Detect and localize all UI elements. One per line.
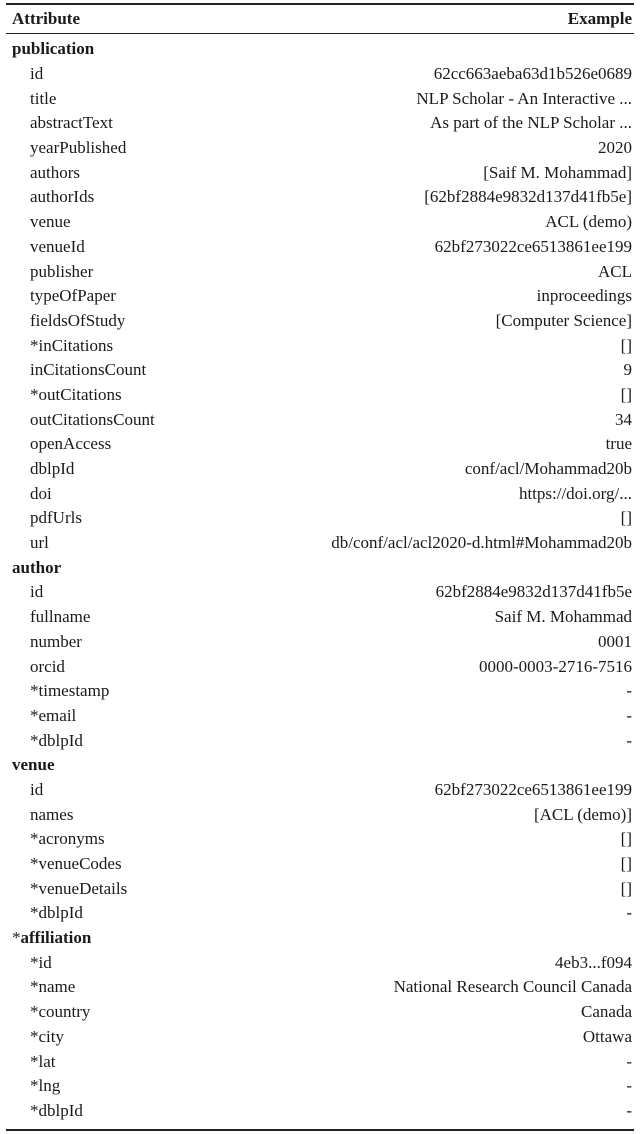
attribute-name: authors	[30, 162, 81, 182]
attribute-name: *acronyms	[30, 829, 105, 849]
table-row	[6, 407, 634, 432]
example-value: []	[620, 335, 632, 355]
attribute-name: venueId	[30, 236, 85, 256]
attribute-table	[6, 0, 634, 1131]
attribute-name: *country	[30, 1002, 91, 1022]
table-row	[6, 704, 634, 729]
example-value: []	[620, 878, 632, 898]
example-value: As part of the NLP Scholar ...	[430, 113, 632, 133]
attribute-name: *outCitations	[30, 384, 122, 404]
table-row	[6, 235, 634, 260]
example-value: 62cc663aeba63d1b526e0689	[433, 64, 632, 84]
table-row	[6, 506, 634, 531]
table-row	[6, 136, 634, 161]
table-row	[6, 111, 634, 136]
table-row	[6, 975, 634, 1000]
group-row-publication	[6, 37, 634, 62]
example-value: [Computer Science]	[495, 310, 632, 330]
attribute-name: *email	[30, 705, 77, 725]
attribute-name: *city	[30, 1026, 64, 1046]
group-name: affiliation	[20, 928, 92, 948]
attribute-name: fullname	[30, 607, 91, 627]
example-value: -	[626, 705, 632, 725]
table-row	[6, 950, 634, 975]
attribute-name: id	[30, 64, 44, 84]
table-row	[6, 481, 634, 506]
example-value: inproceedings	[536, 286, 632, 306]
table-row	[6, 605, 634, 630]
example-value: -	[626, 1100, 632, 1120]
attribute-name: *lat	[30, 1051, 56, 1071]
example-value: [ACL (demo)]	[533, 804, 632, 824]
table-row	[6, 358, 634, 383]
example-value: https://doi.org/...	[518, 483, 632, 503]
attribute-name: *venueCodes	[30, 854, 122, 874]
example-value: conf/acl/Mohammad20b	[464, 459, 632, 479]
example-value: NLP Scholar - An Interactive ...	[416, 88, 632, 108]
table-row	[6, 62, 634, 87]
example-value: -	[626, 1076, 632, 1096]
attribute-name: url	[30, 533, 49, 553]
attribute-name: *lng	[30, 1076, 61, 1096]
group-label	[6, 755, 55, 775]
example-value: []	[620, 384, 632, 404]
attribute-name: names	[30, 804, 74, 824]
attribute-name: fieldsOfStudy	[30, 310, 126, 330]
example-value: -	[626, 903, 632, 923]
table-row	[6, 802, 634, 827]
example-value: true	[605, 434, 632, 454]
table-body	[6, 34, 634, 1123]
example-value: 2020	[598, 138, 632, 158]
attribute-name: authorIds	[30, 187, 95, 207]
example-value: 62bf273022ce6513861ee199	[434, 236, 632, 256]
group-label	[6, 928, 91, 948]
group-label	[6, 558, 61, 578]
table-row	[6, 259, 634, 284]
table-row	[6, 160, 634, 185]
example-value: 9	[623, 360, 632, 380]
attribute-name: *dblpId	[30, 903, 83, 923]
group-row-venue	[6, 753, 634, 778]
example-value: Canada	[581, 1002, 632, 1022]
group-row-affiliation	[6, 926, 634, 951]
attribute-name: *dblpId	[30, 730, 83, 750]
table-row	[6, 679, 634, 704]
table-row	[6, 309, 634, 334]
attribute-name: title	[30, 88, 57, 108]
table-row	[6, 827, 634, 852]
attribute-name: pdfUrls	[30, 508, 82, 528]
example-value: [62bf2884e9832d137d41fb5e]	[424, 187, 632, 207]
table-header	[6, 5, 634, 33]
attribute-name: number	[30, 631, 82, 651]
header-attribute: Attribute	[12, 9, 80, 28]
attribute-name: id	[30, 582, 44, 602]
attribute-name: yearPublished	[30, 138, 127, 158]
table-row	[6, 1025, 634, 1050]
attribute-name: doi	[30, 483, 52, 503]
example-value: Saif M. Mohammad	[494, 607, 632, 627]
table-row	[6, 1074, 634, 1099]
group-name: author	[12, 557, 62, 577]
example-value: [Saif M. Mohammad]	[483, 162, 632, 182]
table-row	[6, 86, 634, 111]
table-row	[6, 457, 634, 482]
table-row	[6, 284, 634, 309]
example-value: []	[620, 854, 632, 874]
example-value: -	[626, 730, 632, 750]
example-value: -	[626, 1051, 632, 1071]
attribute-name: abstractText	[30, 113, 113, 133]
attribute-name: dblpId	[30, 459, 75, 479]
header-example: Example	[567, 9, 632, 28]
table-row	[6, 852, 634, 877]
attribute-name: *name	[30, 977, 76, 997]
group-row-author	[6, 555, 634, 580]
table-row	[6, 1000, 634, 1025]
group-name: publication	[12, 39, 95, 59]
table-row	[6, 778, 634, 803]
attribute-name: *dblpId	[30, 1100, 83, 1120]
attribute-name: publisher	[30, 261, 94, 281]
table-row	[6, 185, 634, 210]
example-value: 4eb3...f094	[555, 952, 632, 972]
attribute-name: *id	[30, 952, 52, 972]
example-value: 0000-0003-2716-7516	[479, 656, 632, 676]
group-label	[6, 39, 94, 59]
example-value: 0001	[598, 631, 632, 651]
table-row	[6, 728, 634, 753]
attribute-name: outCitationsCount	[30, 409, 155, 429]
example-value: db/conf/acl/acl2020-d.html#Mohammad20b	[331, 533, 632, 553]
example-value: National Research Council Canada	[393, 977, 632, 997]
example-value: 62bf2884e9832d137d41fb5e	[435, 582, 632, 602]
example-value: ACL	[598, 261, 632, 281]
table-row	[6, 876, 634, 901]
attribute-name: inCitationsCount	[30, 360, 147, 380]
table-row	[6, 630, 634, 655]
attribute-name: *timestamp	[30, 681, 110, 701]
table-row	[6, 210, 634, 235]
table-row	[6, 1049, 634, 1074]
bottom-rule	[6, 1129, 634, 1131]
table-row	[6, 654, 634, 679]
table-row	[6, 333, 634, 358]
attribute-name: typeOfPaper	[30, 286, 116, 306]
group-name: venue	[12, 755, 55, 775]
attribute-name: venue	[30, 212, 71, 232]
attribute-name: openAccess	[30, 434, 112, 454]
example-value: ACL (demo)	[545, 212, 632, 232]
example-value: []	[620, 508, 632, 528]
example-value: -	[626, 681, 632, 701]
example-value: []	[620, 829, 632, 849]
table-row	[6, 901, 634, 926]
attribute-name: *inCitations	[30, 335, 114, 355]
table-row	[6, 432, 634, 457]
attribute-name: orcid	[30, 656, 65, 676]
example-value: 62bf273022ce6513861ee199	[434, 779, 632, 799]
table-row	[6, 580, 634, 605]
group-star: *	[12, 928, 21, 948]
table-row	[6, 383, 634, 408]
attribute-name: *venueDetails	[30, 878, 128, 898]
attribute-name: id	[30, 779, 44, 799]
table-row	[6, 1099, 634, 1124]
example-value: Ottawa	[582, 1026, 632, 1046]
table-row	[6, 531, 634, 556]
example-value: 34	[615, 409, 632, 429]
